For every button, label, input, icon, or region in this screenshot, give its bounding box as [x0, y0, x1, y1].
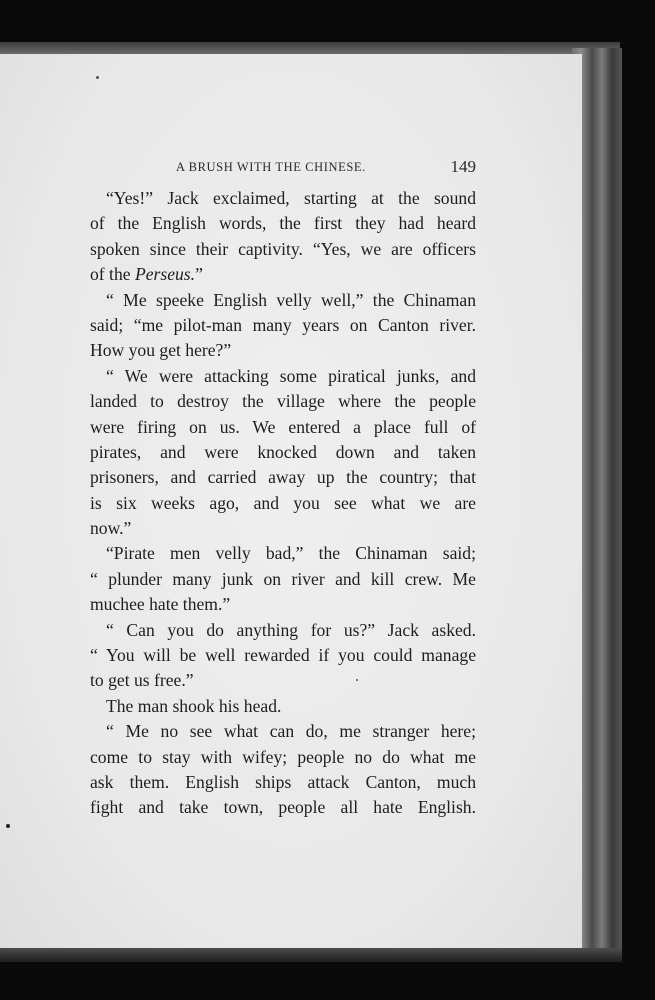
running-head: A BRUSH WITH THE CHINESE. — [176, 160, 366, 174]
text-line: “ plunder many junk on river and kill crew. Me — [90, 568, 476, 589]
text-line: pirates, and were knocked down and taken — [90, 441, 476, 462]
text-line: fight and take town, people all hate English. — [90, 797, 476, 818]
ship-name: Perseus. — [134, 264, 196, 285]
text-line: landed to destroy the village where the people — [90, 391, 476, 412]
book-top-edge — [0, 42, 620, 54]
text-line: to get us free.” — [90, 670, 194, 691]
text-line: ask them. English ships attack Canton, much — [90, 771, 476, 792]
text-line: “Yes!” Jack exclaimed, starting at the sound — [106, 188, 476, 208]
page-number: 149 — [450, 157, 476, 176]
body-text — [90, 186, 476, 821]
page-speck — [6, 824, 10, 828]
text-line: muchee hate them.” — [90, 594, 231, 615]
text-fragment: ” — [195, 264, 203, 285]
text-line: were firing on us. We entered a place full of — [90, 416, 476, 437]
text-line: spoken since their captivity. “Yes, we are officers — [90, 238, 476, 259]
text-line: prisoners, and carried away up the country; that — [90, 467, 476, 488]
book-bottom-edge — [0, 948, 622, 962]
text-line: “ Me speeke English velly well,” the Chinaman — [106, 289, 476, 310]
text-line: “ Me no see what can do, me stranger here; — [106, 721, 476, 742]
page-header — [90, 158, 476, 180]
text-line: “ We were attacking some piratical junks, and — [106, 365, 476, 386]
text-line: come to stay with wifey; people no do what me — [90, 746, 476, 767]
text-line: “ You will be well rewarded if you could manage — [90, 645, 476, 666]
text-line: The man shook his head. — [106, 695, 282, 716]
text-line: said; “me pilot-man many years on Canton river. — [90, 314, 476, 335]
text-line: of the English words, the first they had heard — [90, 213, 476, 234]
text-line: is six weeks ago, and you see what we are — [90, 492, 476, 513]
text-line: now.” — [90, 518, 132, 539]
page-speck — [96, 76, 99, 79]
text-line — [90, 262, 476, 287]
text-line: “ Can you do anything for us?” Jack asked. — [106, 619, 476, 640]
text-fragment: of the — [90, 264, 135, 285]
text-line: How you get here?” — [90, 340, 232, 361]
text-line: “Pirate men velly bad,” the Chinaman said; — [106, 543, 476, 564]
